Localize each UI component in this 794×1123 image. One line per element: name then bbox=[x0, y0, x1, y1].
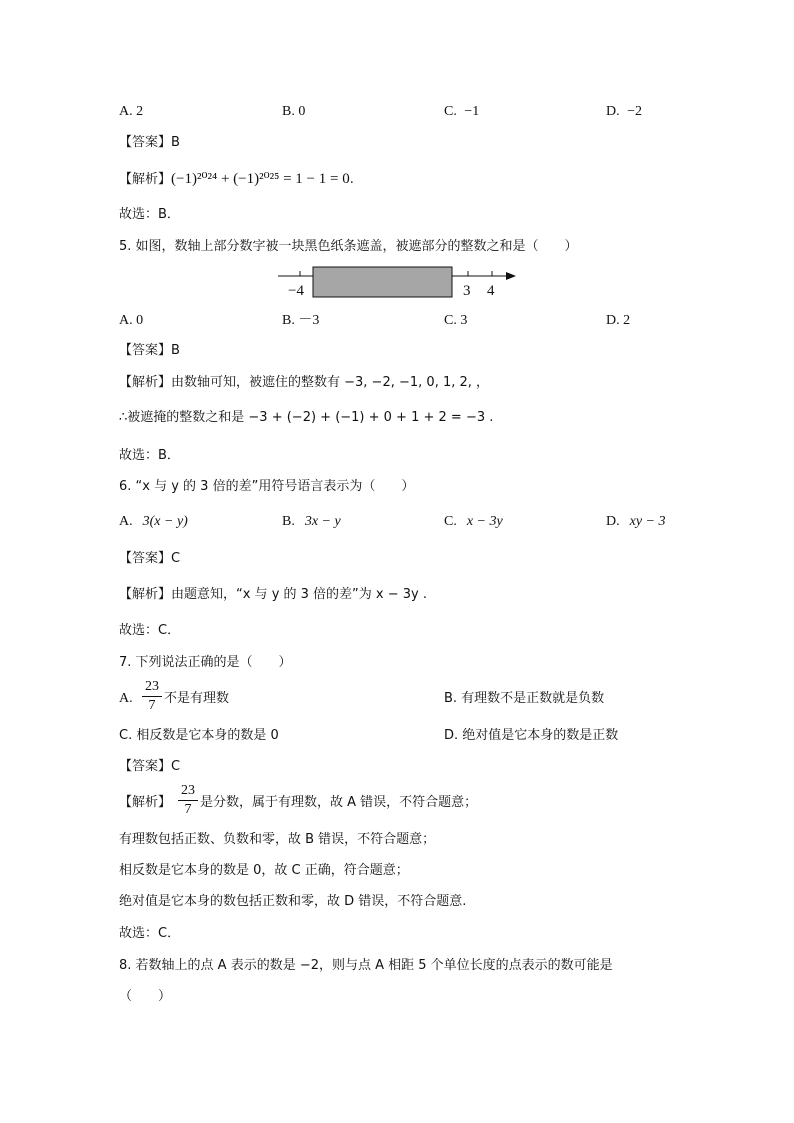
q5-stem: 5. 如图，数轴上部分数字被一块黑色纸条遮盖，被遮部分的整数之和是（ ） bbox=[119, 239, 578, 254]
q6-option-d: D. xy − 3 bbox=[606, 514, 666, 529]
q7-analysis-fraction: 23 7 bbox=[178, 783, 198, 818]
q5-option-a: A. 0 bbox=[119, 313, 144, 328]
q6-analysis: 【解析】由题意知，“x 与 y 的 3 倍的差”为 x − 3y . bbox=[119, 587, 428, 602]
q8-stem-line-1: 8. 若数轴上的点 A 表示的数是 −2，则与点 A 相距 5 个单位长度的点表示的数可能是 bbox=[119, 958, 613, 973]
cover-strip bbox=[313, 267, 452, 297]
q5-analysis-2: ∴被遮掩的整数之和是 −3 + (−2) + (−1) + 0 + 1 + 2 = −3 . bbox=[119, 410, 494, 425]
q4-analysis: 【解析】(−1)²⁰²⁴ + (−1)²⁰²⁵ = 1 − 1 = 0. bbox=[119, 171, 354, 187]
q7-conclusion: 故选：C． bbox=[119, 926, 181, 941]
q8-stem-line-2: （ ） bbox=[119, 989, 172, 1004]
q7-stem: 7. 下列说法正确的是（ ） bbox=[119, 655, 292, 670]
q6-option-a: A. 3(x − y) bbox=[119, 514, 188, 529]
q4-option-b: B. 0 bbox=[282, 104, 306, 119]
q4-option-c: C. −1 bbox=[444, 104, 480, 119]
label-3: 3 bbox=[463, 283, 471, 299]
q6-conclusion: 故选：C． bbox=[119, 623, 181, 638]
number-line-figure bbox=[270, 262, 530, 304]
q7-answer: 【答案】C bbox=[119, 759, 181, 774]
q5-option-b: B. －3 bbox=[282, 313, 320, 328]
q6-option-b: B. 3x − y bbox=[282, 514, 341, 529]
q7-analysis-1: 是分数，属于有理数，故 A 错误，不符合题意； bbox=[200, 795, 478, 810]
q4-answer: 【答案】B bbox=[119, 135, 180, 150]
q5-option-d: D. 2 bbox=[606, 313, 631, 328]
q7-option-b: B. 有理数不是正数就是负数 bbox=[444, 691, 605, 706]
q6-stem: 6. “x 与 y 的 3 倍的差”用符号语言表示为（ ） bbox=[119, 479, 415, 494]
q5-analysis-1: 【解析】由数轴可知，被遮住的整数有 −3, −2, −1, 0, 1, 2, ， bbox=[119, 375, 490, 390]
q4-analysis-expression: (−1)²⁰²⁴ + (−1)²⁰²⁵ = 1 − 1 = 0 bbox=[171, 171, 350, 187]
label-minus-4: −4 bbox=[288, 283, 304, 299]
q7-option-c: C. 相反数是它本身的数是 0 bbox=[119, 728, 279, 743]
q7-option-d: D. 绝对值是它本身的数是正数 bbox=[444, 728, 619, 743]
q7-analysis-3: 相反数是它本身的数是 0，故 C 正确，符合题意； bbox=[119, 863, 409, 878]
q4-option-a: A. 2 bbox=[119, 104, 144, 119]
q7-option-a-fraction: 23 7 bbox=[142, 679, 162, 714]
q6-answer: 【答案】C bbox=[119, 551, 181, 566]
label-4: 4 bbox=[487, 283, 495, 299]
q7-analysis-2: 有理数包括正数、负数和零，故 B 错误，不符合题意； bbox=[119, 832, 436, 847]
q7-analysis-4: 绝对值是它本身的数包括正数和零，故 D 错误，不符合题意. bbox=[119, 894, 467, 909]
q4-conclusion: 故选：B． bbox=[119, 207, 180, 222]
q7-option-a-label: A. bbox=[119, 691, 133, 706]
q5-option-c: C. 3 bbox=[444, 313, 468, 328]
q5-conclusion: 故选：B． bbox=[119, 448, 180, 463]
q6-option-c: C. x − 3y bbox=[444, 514, 503, 529]
arrow-icon bbox=[506, 272, 516, 280]
q7-analysis-label: 【解析】 bbox=[119, 795, 172, 810]
q5-answer: 【答案】B bbox=[119, 343, 180, 358]
q7-option-a-text: 不是有理数 bbox=[164, 691, 230, 706]
q4-option-d: D. −2 bbox=[606, 104, 643, 119]
